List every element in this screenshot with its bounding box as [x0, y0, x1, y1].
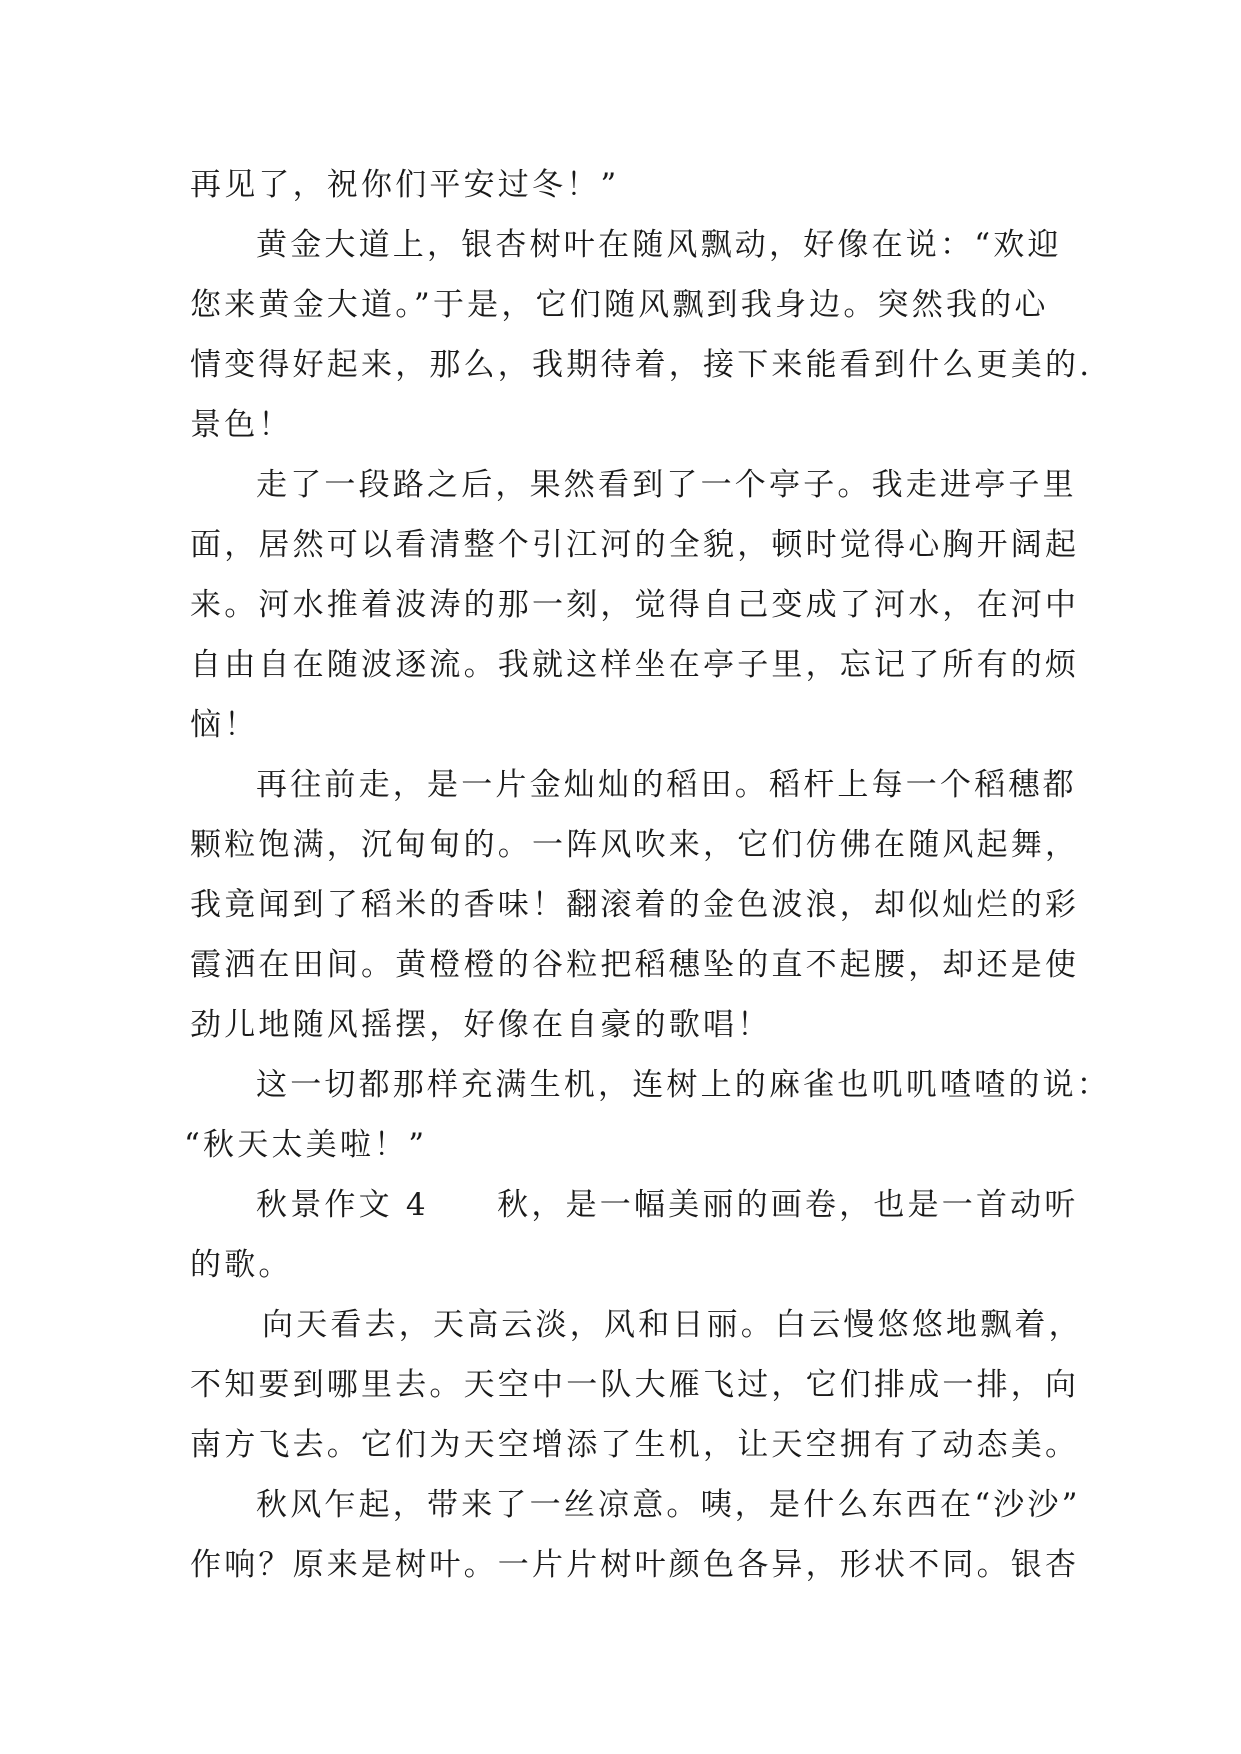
- text-line: 再见了，祝你们平安过冬！”: [190, 167, 620, 203]
- text-line: 自由自在随波逐流。我就这样坐在亭子里，忘记了所有的烦: [190, 647, 1080, 683]
- text-line: 作响？原来是树叶。一片片树叶颜色各异，形状不同。银杏: [190, 1547, 1080, 1583]
- paragraph-start: 这一切都那样充满生机，连树上的麻雀也叽叽喳喳的说：: [256, 1067, 1111, 1103]
- paragraph-start: 黄金大道上，银杏树叶在随风飘动，好像在说：“欢迎: [256, 227, 1062, 263]
- text-line: “秋天太美啦！”: [184, 1127, 428, 1163]
- paragraph-start: 再往前走，是一片金灿灿的稻田。稻杆上每一个稻穗都: [256, 767, 1077, 803]
- paragraph-start: 向天看去，天高云淡，风和日丽。白云慢悠悠地飘着，: [262, 1307, 1083, 1343]
- body-text: [184, 155, 1111, 1595]
- text-line: 劲儿地随风摇摆，好像在自豪的歌唱！: [190, 1007, 772, 1043]
- text-line: 恼！: [190, 707, 259, 743]
- text-line: 我竟闻到了稻米的香味！翻滚着的金色波浪，却似灿烂的彩: [190, 887, 1080, 923]
- text-line: 颗粒饱满，沉甸甸的。一阵风吹来，它们仿佛在随风起舞，: [190, 827, 1080, 863]
- paragraph-start: 秋风乍起，带来了一丝凉意。咦，是什么东西在“沙沙”: [256, 1487, 1081, 1523]
- text-line: 面，居然可以看清整个引江河的全貌，顿时觉得心胸开阔起: [190, 527, 1080, 563]
- text-line: 南方飞去。它们为天空增添了生机，让天空拥有了动态美。: [190, 1427, 1080, 1463]
- text-line: 霞洒在田间。黄橙橙的谷粒把稻穗坠的直不起腰，却还是使: [190, 947, 1080, 983]
- paragraph-start: 走了一段路之后，果然看到了一个亭子。我走进亭子里: [256, 467, 1077, 503]
- text-line: 的歌。: [190, 1247, 293, 1283]
- section-heading-line: 秋景作文 4 秋，是一幅美丽的画卷，也是一首动听: [256, 1187, 1079, 1223]
- text-line: 情变得好起来，那么，我期待着，接下来能看到什么更美的.: [190, 347, 1093, 383]
- text-line: 来。河水推着波涛的那一刻，觉得自己变成了河水，在河中: [190, 587, 1080, 623]
- text-line: 您来黄金大道。”于是，它们随风飘到我身边。突然我的心: [190, 287, 1049, 323]
- text-line: 不知要到哪里去。天空中一队大雁飞过，它们排成一排，向: [190, 1367, 1080, 1403]
- text-line: 景色！: [190, 407, 293, 443]
